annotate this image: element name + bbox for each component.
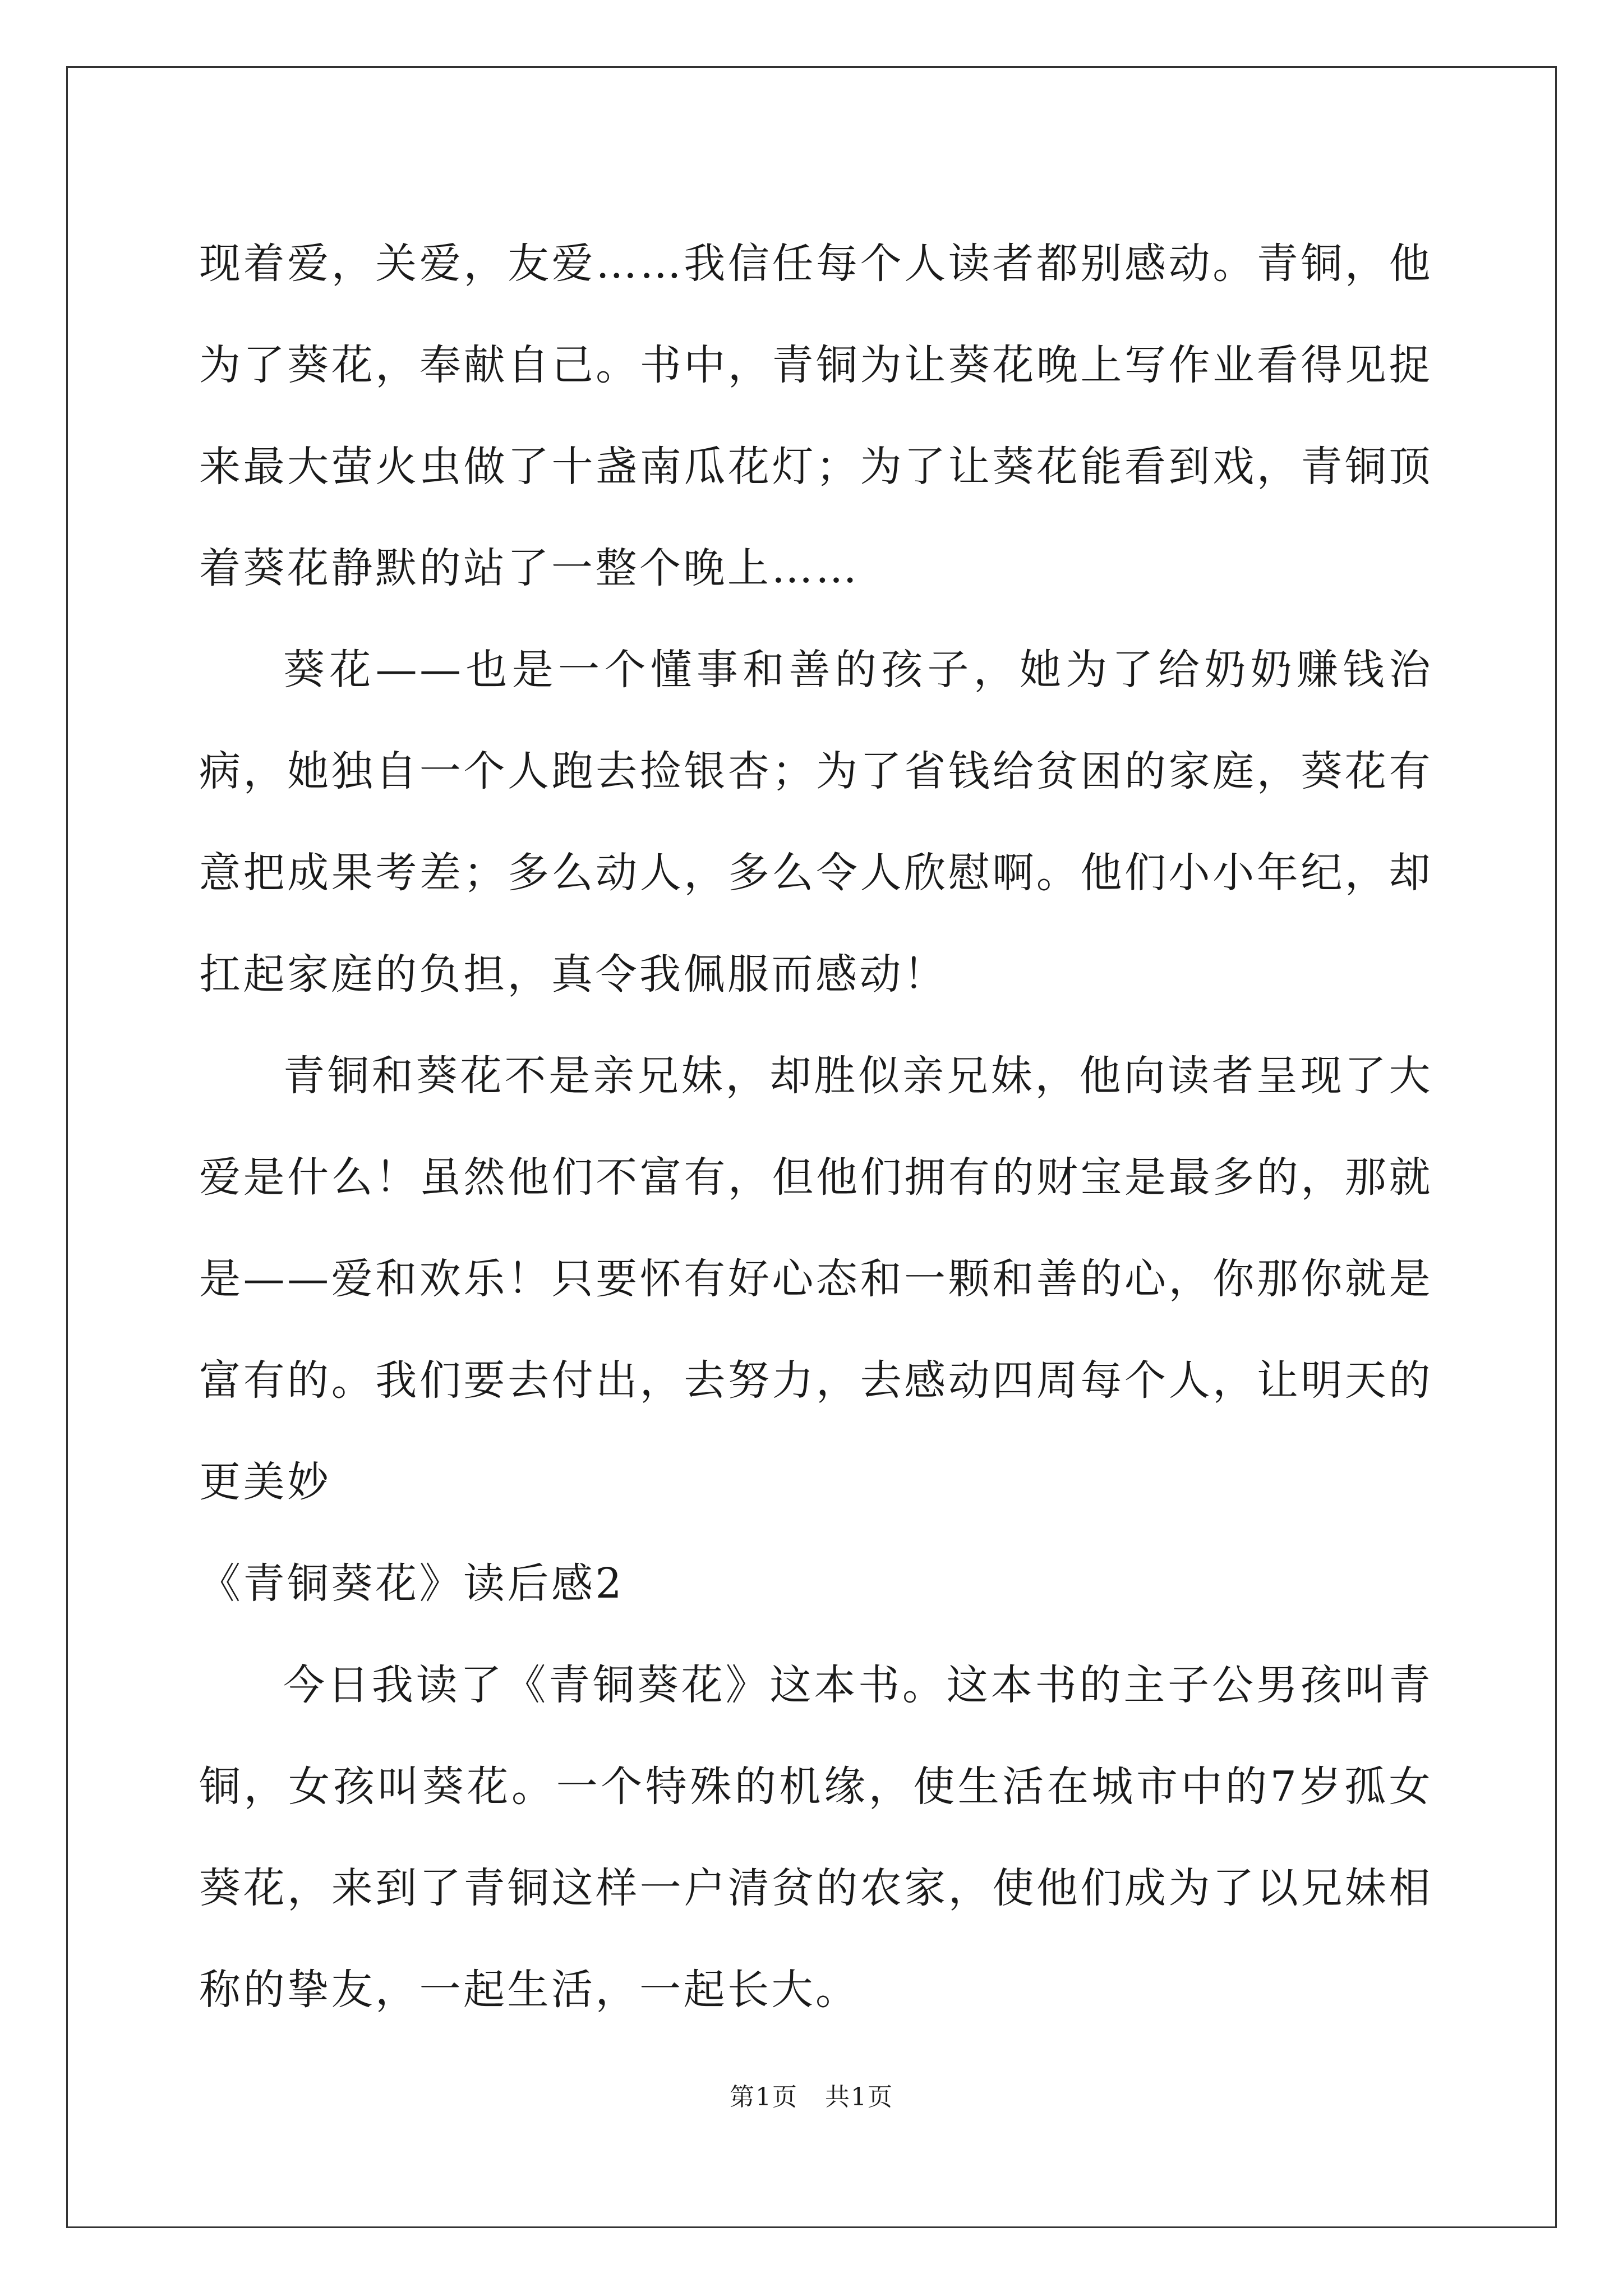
page-total: 共1页 [824, 2083, 893, 2111]
document-body [199, 213, 1433, 2041]
page-number: 第1页 [730, 2083, 799, 2111]
paragraph-4: 今日我读了《青铜葵花》这本书。这本书的主子公男孩叫青铜，女孩叫葵花。一个特殊的机缘，使生活在城市中的7岁孤女葵花，来到了青铜这样一户清贫的农家，使他们成为了以兄妹相称的挚友，一起生活，一起长大。 [199, 1661, 1433, 2014]
section-heading: 《青铜葵花》读后感2 [199, 1559, 625, 1608]
paragraph-3: 青铜和葵花不是亲兄妹，却胜似亲兄妹，他向读者呈现了大爱是什么！虽然他们不富有，但他们拥有的财宝是最多的，那就是——爱和欢乐！只要怀有好心态和一颗和善的心，你那你就是富有的。我们要去付出，去努力，去感动四周每个人，让明天的更美妙 [199, 1052, 1433, 1506]
paragraph-1: 现着爱，关爱，友爱……我信任每个人读者都别感动。青铜，他为了葵花，奉献自己。书中，青铜为让葵花晚上写作业看得见捉来最大萤火虫做了十盏南瓜花灯；为了让葵花能看到戏，青铜顶着葵花静默的站了一整个晚上…… [199, 240, 1433, 592]
page-footer [0, 2077, 1623, 2113]
paragraph-2: 葵花——也是一个懂事和善的孩子，她为了给奶奶赚钱治病，她独自一个人跑去捡银杏；为了省钱给贫困的家庭，葵花有意把成果考差；多么动人，多么令人欣慰啊。他们小小年纪，却扛起家庭的负担，真令我佩服而感动！ [199, 646, 1433, 999]
